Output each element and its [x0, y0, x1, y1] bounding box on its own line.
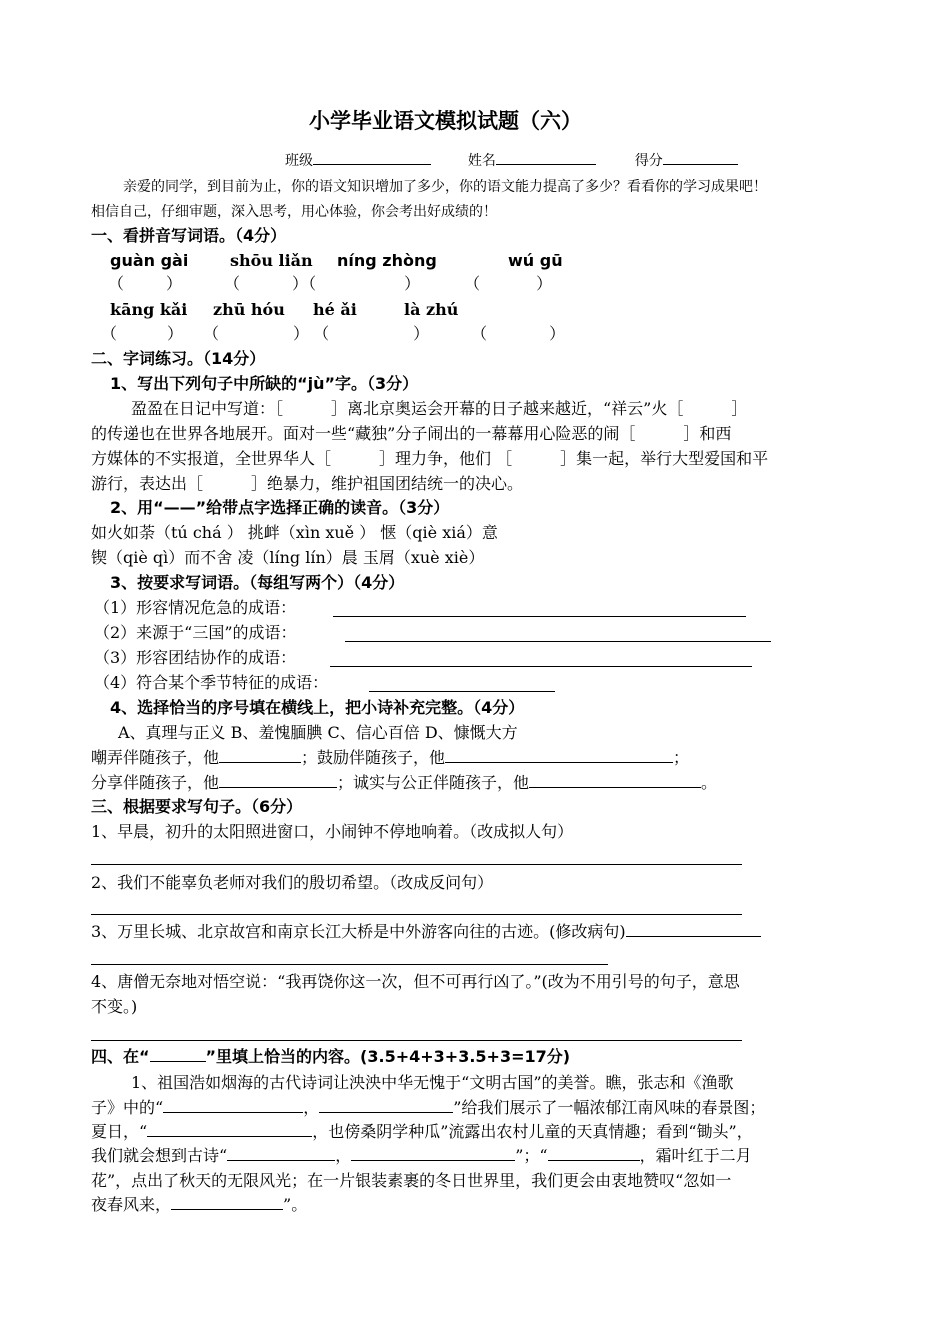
- blank[interactable]: [163, 1098, 303, 1113]
- blank[interactable]: [626, 922, 761, 937]
- s3-q1: 1、早晨，初升的太阳照进窗口，小闹钟不停地响着。（改成拟人句）: [91, 822, 574, 841]
- name-label: 姓名: [467, 153, 496, 169]
- blank[interactable]: [548, 1146, 640, 1161]
- s2-q3-item-1: （1）形容情况危急的成语：: [94, 598, 297, 617]
- intro-line-2: 相信自己，仔细审题，深入思考，用心体验，你会考出好成绩的！: [91, 204, 497, 220]
- s2-q1-line-1: 盈盈在日记中写道：［ ］离北京奥运会开幕的日子越来越近，“祥云”火［ ］: [131, 399, 748, 418]
- s2-q4: 4、选择恰当的序号填在横线上，把小诗补充完整。（4分）: [110, 698, 525, 717]
- s2-q3-item-2: （2）来源于“三国”的成语：: [94, 623, 297, 642]
- score-label: 得分: [634, 153, 663, 169]
- s2-q3-item-4: （4）符合某个季节特征的成语：: [94, 673, 329, 692]
- s2-q3-item-3: （3）形容团结协作的成语：: [94, 648, 297, 667]
- s4-line-4: 我们就会想到古诗“ ， ”；“ ，霜叶红于二月: [91, 1146, 752, 1165]
- page-title: 小学毕业语文模拟试题（六）: [309, 109, 582, 133]
- blank[interactable]: [445, 748, 673, 763]
- s3-q3: 3、万里长城、北京故宫和南京长江大桥是中外游客向往的古迹。(修改病句): [91, 921, 761, 943]
- section-2-heading: 二、字词练习。（14分）: [91, 349, 266, 368]
- header-info: [285, 150, 738, 172]
- pinyin-8: là zhú: [404, 300, 459, 319]
- s2-q2-line-1: 如火如荼（tú chá ） 挑衅（xìn xuě ） 惬（qiè xiá）意: [91, 523, 498, 542]
- s2-q1-line-3: 方媒体的不实报道，全世界华人［ ］理力争，他们 ［ ］集一起，举行大型爱国和平: [91, 449, 769, 468]
- s3-q2: 2、我们不能辜负老师对我们的殷切希望。（改成反问句）: [91, 873, 494, 892]
- s2-q1-line-2: 的传递也在世界各地展开。面对一些“藏独”分子闹出的一幕幕用心险恶的闹［ ］和西: [91, 424, 732, 443]
- class-field[interactable]: [313, 150, 431, 165]
- s3-q4-line-1: 4、唐僧无奈地对悟空说：“我再饶你这一次，但不可再行凶了。”(改为不用引号的句子，意思: [91, 972, 740, 991]
- blank[interactable]: [147, 1122, 312, 1137]
- s2-q4-line-2: 分享伴随孩子，他 ；诚实与公正伴随孩子，他 。: [91, 773, 718, 792]
- blank[interactable]: [529, 773, 701, 788]
- s3-q2-answer-line[interactable]: [91, 914, 742, 915]
- s4-line-3: 夏日，“ ，也傍桑阴学种瓜”流露出农村儿童的天真情趣；看到“锄头”，: [91, 1122, 753, 1141]
- pinyin-1: guàn gài: [110, 251, 189, 270]
- s2-q3-line-1[interactable]: [333, 616, 746, 617]
- blank[interactable]: [351, 1146, 515, 1161]
- score-field[interactable]: [663, 150, 738, 165]
- section-3-heading: 三、根据要求写句子。（6分）: [91, 797, 303, 816]
- pinyin-6: zhū hóu: [213, 300, 285, 319]
- s2-q1: 1、写出下列句子中所缺的“jù”字。（3分）: [110, 374, 419, 393]
- blank: [150, 1047, 206, 1062]
- blank[interactable]: [227, 1146, 335, 1161]
- s3-q4-answer-line[interactable]: [91, 1040, 742, 1041]
- s2-q2-line-2: 锲（qiè qì）而不舍 凌（líng lín）晨 玉屑（xuè xiè）: [91, 548, 485, 567]
- pinyin-5: kāng kǎi: [110, 300, 188, 319]
- s4-line-2: 子》中的“ ， ”给我们展示了一幅浓郁江南风味的春景图；: [91, 1098, 766, 1117]
- s2-q4-options: A、真理与正义 B、羞愧腼腆 C、信心百倍 D、慷慨大方: [118, 723, 518, 742]
- blank[interactable]: [219, 773, 337, 788]
- s2-q3-line-2[interactable]: [345, 641, 771, 642]
- pinyin-2: shōu liǎn: [230, 251, 313, 270]
- blank[interactable]: [171, 1195, 283, 1210]
- pinyin-7: hé ǎi: [313, 300, 357, 319]
- s4-line-1: 1、祖国浩如烟海的古代诗词让泱泱中华无愧于“文明古国”的美誉。瞧，张志和《渔歌: [131, 1073, 734, 1092]
- answer-box-row-2[interactable]: （ ） （ ） （ ） （ ）: [101, 324, 566, 343]
- class-label: 班级: [285, 153, 313, 169]
- intro-line-1: 亲爱的同学，到目前为止，你的语文知识增加了多少，你的语文能力提高了多少？看看你的学习成果吧！: [123, 179, 767, 195]
- blank[interactable]: [219, 748, 301, 763]
- answer-box-row-1[interactable]: （ ） （ ）（ ） （ ）: [108, 274, 553, 293]
- s2-q1-line-4: 游行，表达出［ ］绝暴力，维护祖国团结统一的决心。: [91, 474, 524, 493]
- s4-line-5: 花”，点出了秋天的无限风光；在一片银装素裹的冬日世界里，我们更会由衷地赞叹“忽如一: [91, 1171, 732, 1190]
- s2-q2: 2、用“——”给带点字选择正确的读音。（3分）: [110, 498, 450, 517]
- s3-q3-answer-line[interactable]: [91, 964, 608, 965]
- pinyin-3: níng zhòng: [337, 251, 437, 270]
- s4-line-6: 夜春风来， ”。: [91, 1195, 308, 1214]
- pinyin-4: wú gū: [508, 251, 563, 270]
- s3-q1-answer-line[interactable]: [91, 864, 742, 865]
- s3-q4-line-2: 不变。): [91, 997, 138, 1016]
- s2-q4-line-1: 嘲弄伴随孩子，他 ；鼓励伴随孩子，他 ；: [91, 748, 690, 767]
- name-field[interactable]: [496, 150, 596, 165]
- s2-q3-line-3[interactable]: [330, 666, 752, 667]
- s2-q3-line-4[interactable]: [369, 691, 555, 692]
- section-1-heading: 一、看拼音写词语。（4分）: [91, 226, 287, 245]
- blank[interactable]: [319, 1098, 453, 1113]
- section-4-heading: 四、在“ ”里填上恰当的内容。(3.5+4+3+3.5+3=17分): [91, 1047, 571, 1066]
- s2-q3: 3、按要求写词语。（每组写两个）（4分）: [110, 573, 405, 592]
